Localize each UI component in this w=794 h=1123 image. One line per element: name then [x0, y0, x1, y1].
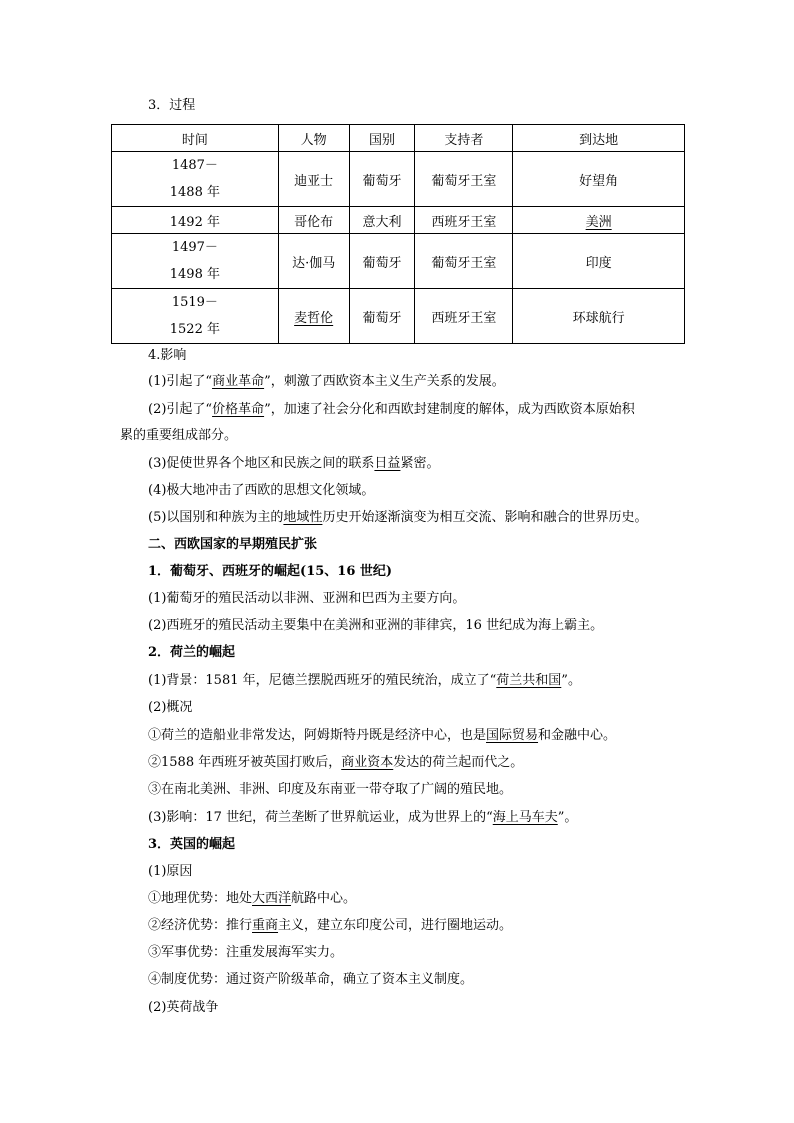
paragraph: ①地理优势：地处大西洋航路中心。 — [148, 891, 357, 906]
paragraph: (1)背景：1581 年，尼德兰摆脱西班牙的殖民统治，成立了“荷兰共和国”。 — [148, 673, 581, 688]
cell-person — [278, 289, 349, 344]
cell-supporter: 西班牙王室 — [415, 289, 513, 344]
header-country: 国别 — [349, 125, 415, 152]
cell-supporter: 葡萄牙王室 — [415, 234, 513, 289]
paragraph: (2)引起了“价格革命”，加速了社会分化和西欧封建制度的解体，成为西欧资本原始积 — [148, 402, 635, 417]
paragraph: ②经济优势：推行重商主义，建立东印度公司，进行圈地运动。 — [148, 918, 513, 933]
paragraph: (1)葡萄牙的殖民活动以非洲、亚洲和巴西为主要方向。 — [148, 591, 466, 606]
paragraph: (4)极大地冲击了西欧的思想文化领域。 — [148, 483, 375, 498]
header-person: 人物 — [278, 125, 349, 152]
table-row — [112, 289, 685, 344]
cell-destination: 印度 — [513, 234, 685, 289]
cell-time: 1492 年 — [112, 207, 279, 234]
header-time: 时间 — [112, 125, 279, 152]
section-title-process: 3．过程 — [148, 98, 196, 113]
cell-destination: 好望角 — [513, 152, 685, 207]
cell-country: 葡萄牙 — [349, 289, 415, 344]
paragraph: (2)英荷战争 — [148, 1000, 219, 1015]
cell-person: 达·伽马 — [278, 234, 349, 289]
underlined-answer: 国际贸易 — [486, 728, 539, 743]
paragraph: (2)概况 — [148, 700, 193, 715]
header-supporter: 支持者 — [415, 125, 513, 152]
underlined-answer: 商业资本 — [341, 755, 394, 770]
paragraph: (1)引起了“商业革命”，刺激了西欧资本主义生产关系的发展。 — [148, 374, 505, 389]
subsection-title: 3．英国的崛起 — [148, 837, 236, 852]
time-line-1: 1497－ — [171, 240, 218, 255]
time-line-1: 1487－ — [171, 158, 218, 173]
paragraph: ④制度优势：通过资产阶级革命，确立了资本主义制度。 — [148, 972, 474, 987]
paragraph: ③在南北美洲、非洲、印度及东南亚一带夺取了广阔的殖民地。 — [148, 782, 513, 797]
cell-country: 意大利 — [349, 207, 415, 234]
table-row — [112, 152, 685, 207]
underlined-answer: 地域性 — [283, 510, 323, 525]
cell-person: 哥伦布 — [278, 207, 349, 234]
table-row — [112, 234, 685, 289]
subsection-title: 2．荷兰的崛起 — [148, 645, 236, 660]
paragraph: ①荷兰的造船业非常发达，阿姆斯特丹既是经济中心，也是国际贸易和金融中心。 — [148, 728, 617, 743]
cell-destination: 环球航行 — [513, 289, 685, 344]
paragraph: (3)影响：17 世纪，荷兰垄断了世界航运业，成为世界上的“海上马车夫”。 — [148, 810, 578, 825]
underlined-answer: 重商 — [252, 918, 279, 933]
part-title: 二、西欧国家的早期殖民扩张 — [148, 537, 318, 552]
table-row — [112, 207, 685, 234]
paragraph: (5)以国别和种族为主的地域性历史开始逐渐演变为相互交流、影响和融合的世界历史。 — [148, 510, 648, 525]
header-destination: 到达地 — [513, 125, 685, 152]
cell-time — [112, 289, 279, 344]
cell-supporter: 西班牙王室 — [415, 207, 513, 234]
paragraph: (1)原因 — [148, 864, 193, 879]
paragraph: ②1588 年西班牙被英国打败后，商业资本发达的荷兰起而代之。 — [148, 755, 524, 770]
cell-supporter: 葡萄牙王室 — [415, 152, 513, 207]
underlined-answer: 大西洋 — [252, 891, 292, 906]
cell-time — [112, 234, 279, 289]
cell-country: 葡萄牙 — [349, 234, 415, 289]
paragraph: (3)促使世界各个地区和民族之间的联系日益紧密。 — [148, 456, 440, 471]
underlined-answer: 美洲 — [585, 214, 612, 230]
subsection-title: 1．葡萄牙、西班牙的崛起(15、16 世纪) — [148, 564, 393, 579]
cell-country: 葡萄牙 — [349, 152, 415, 207]
voyages-table — [111, 124, 685, 344]
underlined-answer: 价格革命 — [212, 402, 265, 417]
paragraph: (2)西班牙的殖民活动主要集中在美洲和亚洲的菲律宾，16 世纪成为海上霸主。 — [148, 618, 604, 633]
underlined-answer: 商业革命 — [212, 374, 265, 389]
underlined-answer: 海上马车夫 — [492, 810, 558, 825]
time-line-2: 1498 年 — [169, 267, 220, 282]
cell-destination — [513, 207, 685, 234]
underlined-answer: 荷兰共和国 — [496, 673, 562, 688]
cell-time — [112, 152, 279, 207]
time-line-1: 1519－ — [171, 295, 218, 310]
time-line-2: 1488 年 — [169, 185, 220, 200]
underlined-answer: 麦哲伦 — [294, 310, 334, 326]
time-line-2: 1522 年 — [169, 322, 220, 337]
table-header-row — [112, 125, 685, 152]
cell-person: 迪亚士 — [278, 152, 349, 207]
underlined-answer: 日益 — [374, 456, 401, 471]
paragraph-continuation: 累的重要组成部分。 — [120, 428, 238, 443]
section-title-impact: 4.影响 — [148, 348, 187, 363]
paragraph: ③军事优势：注重发展海军实力。 — [148, 945, 344, 960]
